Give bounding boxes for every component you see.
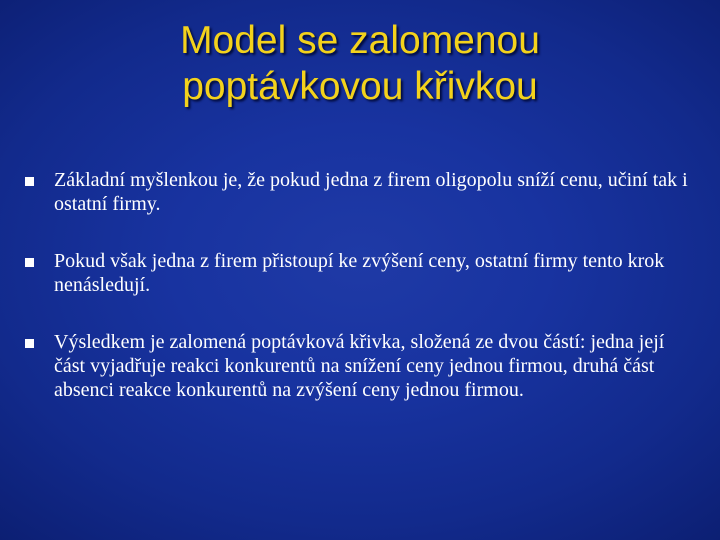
slide-title-line-1: Model se zalomenou: [180, 19, 540, 62]
square-bullet-icon: [25, 339, 34, 348]
bullet-item: [25, 330, 695, 402]
slide-title-line-2: poptávkovou křivkou: [182, 65, 538, 108]
square-bullet-icon: [25, 177, 34, 186]
bullet-list: [25, 168, 695, 402]
slide-title: [60, 18, 660, 110]
bullet-text: Základní myšlenkou je, že pokud jedna z firem oligopolu sníží cenu, učiní tak i ostatní firmy.: [54, 169, 688, 215]
bullet-text: Pokud však jedna z firem přistoupí ke zvýšení ceny, ostatní firmy tento krok nenásledují.: [54, 250, 665, 296]
square-bullet-icon: [25, 258, 34, 267]
bullet-item: [25, 168, 695, 216]
bullet-text: Výsledkem je zalomená poptávková křivka, složená ze dvou částí: jedna její část vyjadřuje reakci konkurentů na snížení ceny jednou firmou, druhá část absenci reakce konkurentů na zvýšení ceny jednou firmou.: [54, 331, 665, 401]
bullet-item: [25, 249, 695, 297]
